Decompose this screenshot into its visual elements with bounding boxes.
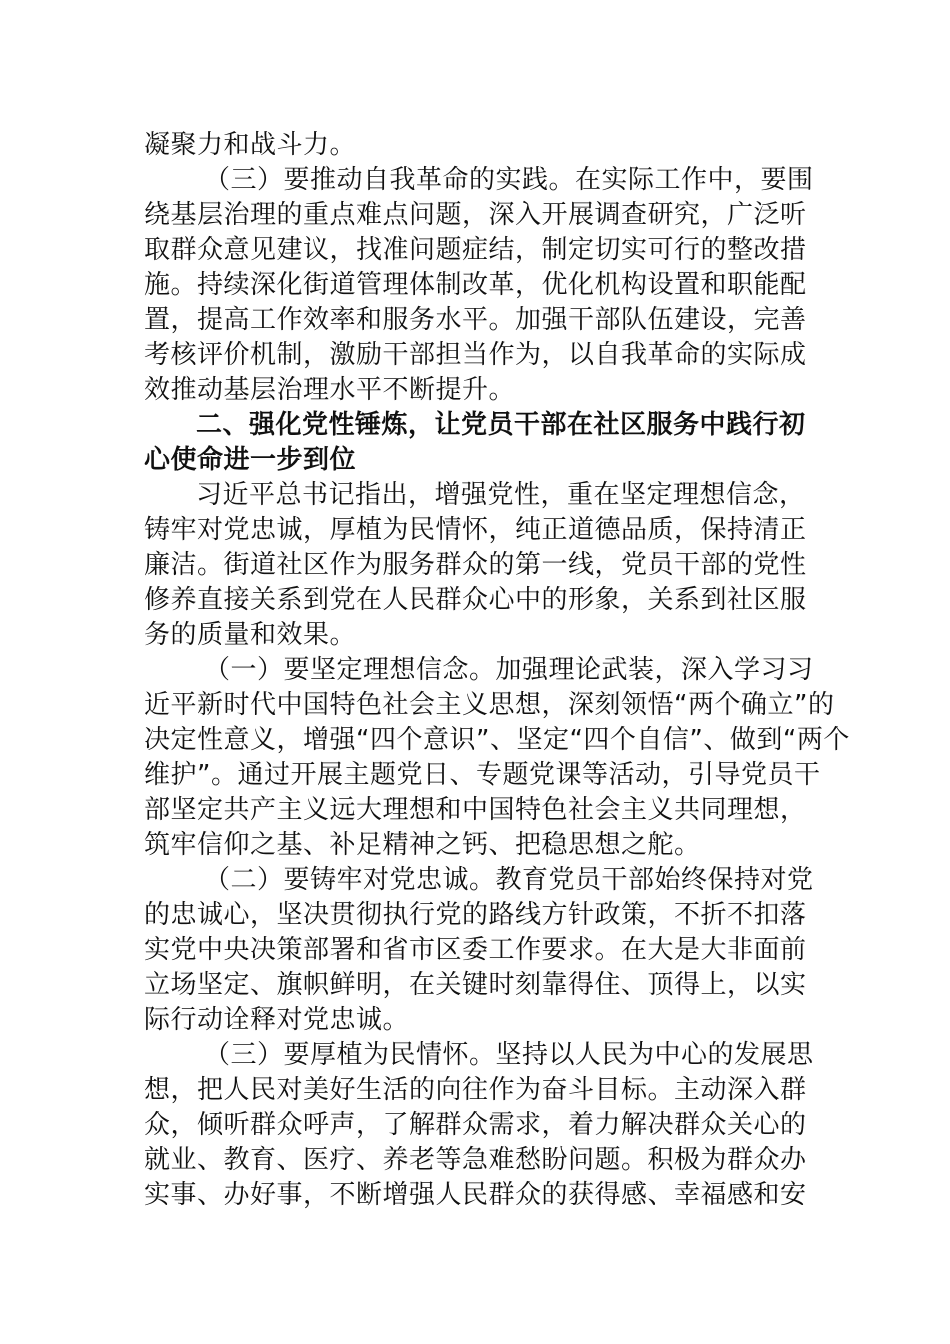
text-line: 凝聚力和战斗力。: [144, 130, 357, 160]
text-line: （二）要铸牢对党忠诚。教育党员干部始终保持对党: [204, 865, 814, 895]
text-line: 维护”。通过开展主题党日、专题党课等活动，引导党员干: [144, 760, 821, 790]
text-line: 绕基层治理的重点难点问题，深入开展调查研究，广泛听: [144, 200, 807, 230]
text-line: 考核评价机制，激励干部担当作为，以自我革命的实际成: [144, 340, 807, 370]
text-line: （三）要推动自我革命的实践。在实际工作中，要围: [204, 165, 814, 195]
text-line: 实党中央决策部署和省市区委工作要求。在大是大非面前: [144, 935, 807, 965]
text-line: 想，把人民对美好生活的向往作为奋斗目标。主动深入群: [144, 1075, 807, 1105]
text-line: 施。持续深化街道管理体制改革，优化机构设置和职能配: [144, 270, 807, 300]
text-line: 筑牢信仰之基、补足精神之钙、把稳思想之舵。: [144, 830, 701, 860]
text-line: 就业、教育、医疗、养老等急难愁盼问题。积极为群众办: [144, 1145, 807, 1175]
text-line: 习近平总书记指出，增强党性，重在坚定理想信念，: [196, 480, 806, 510]
text-line: 实事、办好事，不断增强人民群众的获得感、幸福感和安: [144, 1180, 807, 1210]
text-line: 置，提高工作效率和服务水平。加强干部队伍建设，完善: [144, 305, 807, 335]
text-line: 修养直接关系到党在人民群众心中的形象，关系到社区服: [144, 585, 807, 615]
text-line: 决定性意义，增强“四个意识”、坚定“四个自信”、做到“两个: [144, 725, 850, 755]
text-line: 的忠诚心，坚决贯彻执行党的路线方针政策，不折不扣落: [144, 900, 807, 930]
section-heading: 心使命进一步到位: [144, 445, 357, 475]
text-line: 立场坚定、旗帜鲜明，在关键时刻靠得住、顶得上，以实: [144, 970, 807, 1000]
text-line: 部坚定共产主义远大理想和中国特色社会主义共同理想，: [144, 795, 807, 825]
text-line: （三）要厚植为民情怀。坚持以人民为中心的发展思: [204, 1040, 814, 1070]
text-line: 际行动诠释对党忠诚。: [144, 1005, 410, 1035]
text-line: 廉洁。街道社区作为服务群众的第一线，党员干部的党性: [144, 550, 807, 580]
text-line: 务的质量和效果。: [144, 620, 357, 650]
text-line: 众，倾听群众呼声，了解群众需求，着力解决群众关心的: [144, 1110, 807, 1140]
text-line: 效推动基层治理水平不断提升。: [144, 375, 516, 405]
text-line: 铸牢对党忠诚，厚植为民情怀，纯正道德品质，保持清正: [144, 515, 807, 545]
text-line: 取群众意见建议，找准问题症结，制定切实可行的整改措: [144, 235, 807, 265]
text-line: 近平新时代中国特色社会主义思想，深刻领悟“两个确立”的: [144, 690, 835, 720]
section-heading: 二、强化党性锤炼，让党员干部在社区服务中践行初: [196, 410, 806, 440]
document-body: [144, 128, 850, 1213]
text-line: （一）要坚定理想信念。加强理论武装，深入学习习: [204, 655, 814, 685]
